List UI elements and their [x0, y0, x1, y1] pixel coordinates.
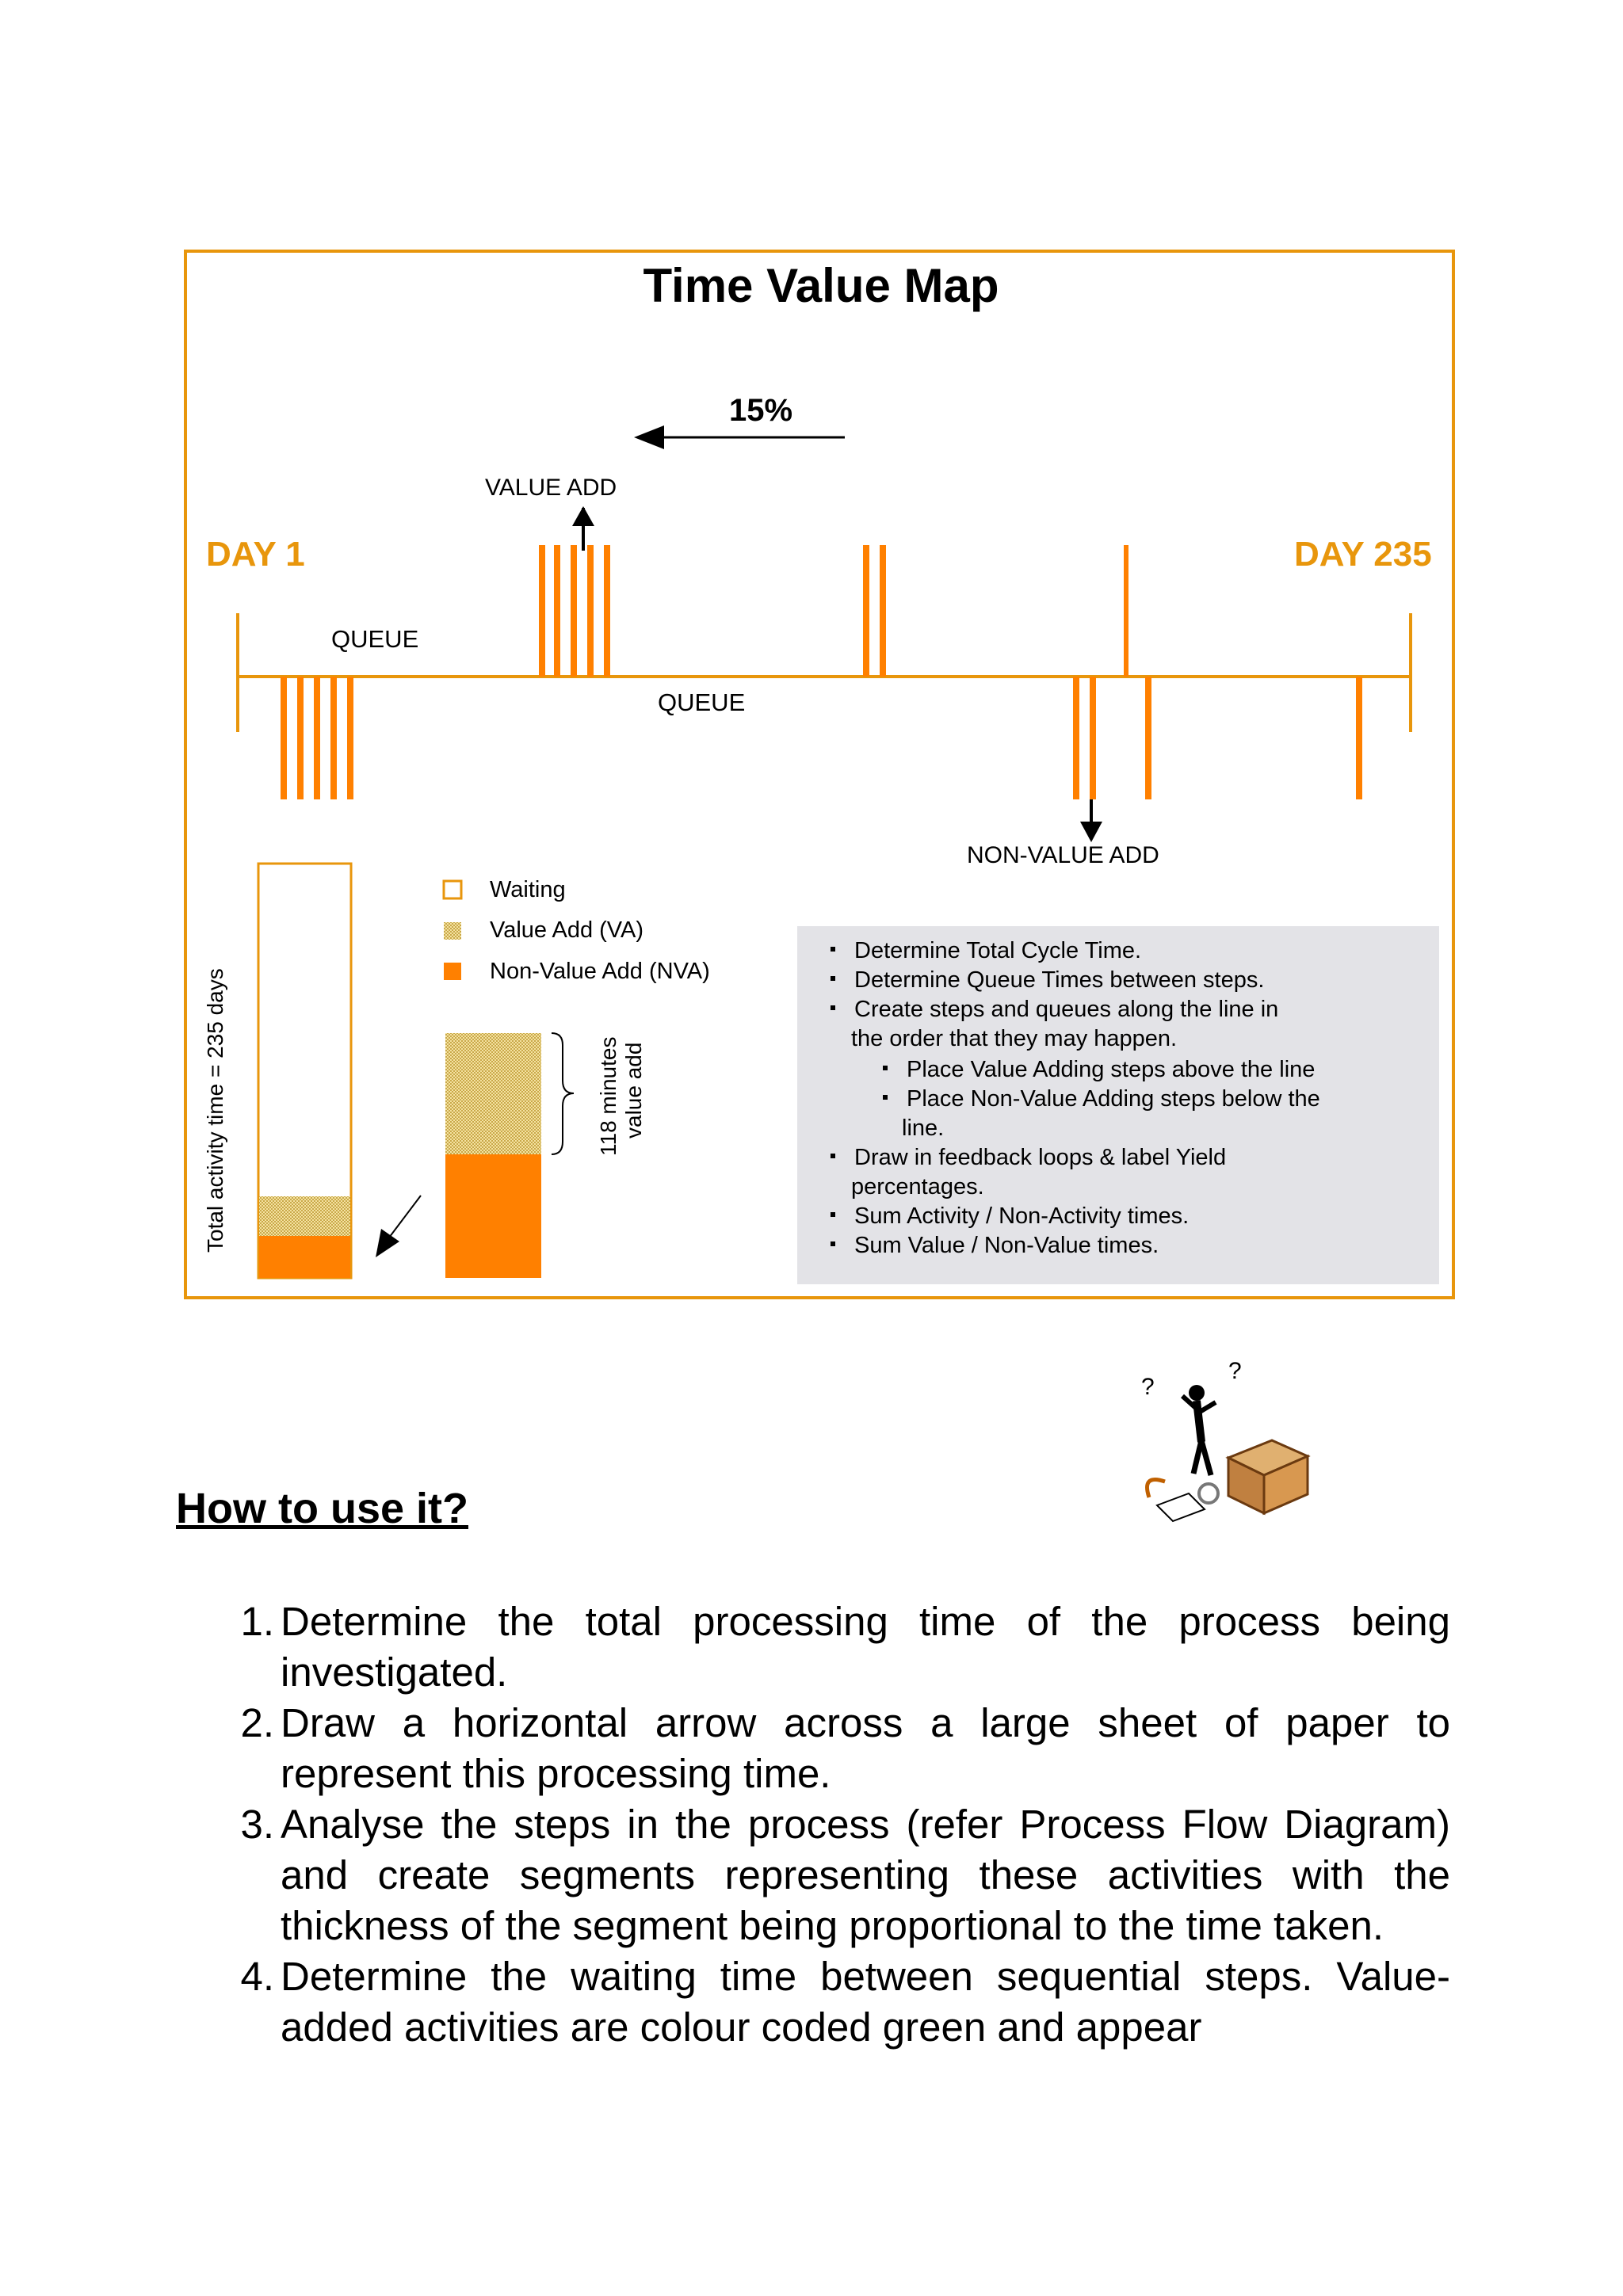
note-3a: Place Value Adding steps above the line [907, 1057, 1316, 1082]
list-item [214, 1698, 1450, 1799]
queue-label-2: QUEUE [658, 688, 746, 716]
note-3: Create steps and queues along the line in [854, 997, 1279, 1022]
note-4: Draw in feedback loops & label Yield [854, 1145, 1227, 1170]
legend-swatch-waiting [444, 881, 461, 898]
note-3b-cont: line. [902, 1116, 945, 1141]
step-number: 2. [240, 1700, 274, 1745]
note-5: Sum Activity / Non-Activity times. [854, 1203, 1190, 1229]
legend-swatch-va [444, 922, 461, 940]
non-value-add-steps [281, 677, 1362, 799]
feedback-percentage: 15% [728, 393, 793, 428]
step-text: Analyse the steps in the process (refer Process Flow Diagram) and create segments representing these activities with the thickness of the segment being proportional to the time taken. [281, 1802, 1450, 1948]
note-2: Determine Queue Times between steps. [854, 967, 1265, 993]
brace [552, 1033, 574, 1154]
step-number: 1. [240, 1599, 274, 1644]
legend-label-waiting: Waiting [490, 877, 566, 902]
total-activity-bar [258, 864, 351, 1278]
svg-text:?: ? [1141, 1374, 1155, 1400]
figure-title: Time Value Map [643, 259, 999, 312]
feedback-arrow [634, 425, 845, 449]
list-item [214, 1951, 1450, 2053]
minutes-label-1: 118 minutes [596, 1036, 621, 1156]
non-value-add-arrow [1080, 799, 1102, 842]
list-item [214, 1596, 1450, 1698]
legend-label-nva: Non-Value Add (NVA) [490, 959, 710, 984]
time-value-map-figure [184, 250, 1455, 1299]
value-add-bar [445, 1033, 541, 1278]
non-value-add-label: NON-VALUE ADD [967, 842, 1159, 868]
step-text: Determine the total processing time of the process being investigated. [281, 1599, 1450, 1695]
value-add-steps [539, 545, 1128, 677]
legend-swatch-nva [444, 963, 461, 980]
legend [444, 877, 710, 984]
note-3-cont: the order that they may happen. [851, 1026, 1178, 1051]
step-number: 3. [240, 1802, 274, 1847]
instructions-panel [797, 926, 1439, 1284]
step-text: Draw a horizontal arrow across a large sheet of paper to represent this processing time. [281, 1700, 1450, 1796]
note-3b: Place Non-Value Adding steps below the [907, 1086, 1320, 1112]
section-heading: How to use it? [176, 1485, 468, 1532]
list-item [214, 1799, 1450, 1951]
svg-text:?: ? [1228, 1358, 1242, 1384]
step-number: 4. [240, 1954, 274, 1999]
value-add-arrow [572, 506, 594, 551]
zoom-arrow [376, 1196, 421, 1257]
queue-label-1: QUEUE [331, 625, 419, 653]
step-text: Determine the waiting time between sequential steps. Value-added activities are colour coded green and appear [281, 1954, 1450, 2050]
value-add-label: VALUE ADD [485, 475, 617, 501]
legend-label-va: Value Add (VA) [490, 917, 643, 943]
steps-list [214, 1596, 1450, 2053]
minutes-label-2: value add [621, 1042, 646, 1138]
day-start-label: DAY 1 [206, 535, 305, 574]
confused-person-with-box-icon [1133, 1347, 1323, 1541]
note-4-cont: percentages. [851, 1174, 984, 1199]
total-activity-label: Total activity time = 235 days [203, 968, 227, 1253]
note-6: Sum Value / Non-Value times. [854, 1233, 1159, 1258]
note-1: Determine Total Cycle Time. [854, 938, 1142, 963]
day-end-label: DAY 235 [1294, 535, 1432, 574]
